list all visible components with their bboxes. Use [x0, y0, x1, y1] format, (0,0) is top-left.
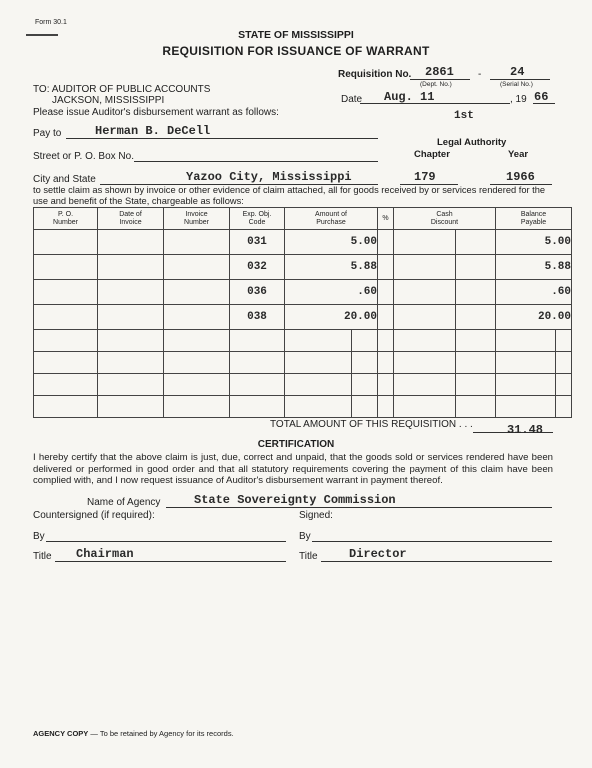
- agency-line: [166, 507, 552, 508]
- col-header-pct: %: [378, 208, 394, 230]
- table-row: [34, 305, 572, 330]
- footer-bold: AGENCY COPY: [33, 729, 89, 738]
- street-label: Street or P. O. Box No.: [33, 151, 134, 162]
- title-line-left: [55, 561, 286, 562]
- amount-cell: .60: [285, 280, 378, 305]
- col-header-po: P. O. Number: [34, 208, 98, 230]
- state-title: STATE OF MISSISSIPPI: [238, 29, 354, 41]
- exp-code-cell: 032: [230, 255, 285, 280]
- city-label: City and State: [33, 174, 96, 185]
- dept-no-caption: (Dept. No.): [420, 81, 452, 88]
- dept-no-value: 2861: [425, 65, 454, 79]
- table-row: [34, 396, 572, 418]
- chapter-value: 179: [414, 170, 436, 184]
- col-header-invoice-number: Invoice Number: [164, 208, 230, 230]
- total-value: 31.48: [507, 423, 544, 437]
- exp-code-cell: 031: [230, 230, 285, 255]
- year-value: 1966: [506, 170, 535, 184]
- title-line-right: [321, 561, 552, 562]
- requisition-label: Requisition No.: [338, 69, 412, 80]
- requisition-dash: -: [478, 69, 482, 80]
- balance-cell: .60: [496, 280, 572, 305]
- exp-code-cell: 038: [230, 305, 285, 330]
- agency-value: State Sovereignty Commission: [194, 493, 396, 507]
- amount-cell: 5.00: [285, 230, 378, 255]
- by-label-left: By: [33, 531, 45, 542]
- agency-label: Name of Agency: [87, 497, 161, 508]
- amount-cell: 20.00: [285, 305, 378, 330]
- col-header-cash-discount: Cash Discount: [394, 208, 496, 230]
- table-row: [34, 352, 572, 374]
- amount-cell: 5.88: [285, 255, 378, 280]
- serial-no-line: [490, 79, 550, 80]
- form-number: Form 30.1: [35, 19, 67, 26]
- title-label-left: Title: [33, 551, 52, 562]
- certification-text: I hereby certify that the above claim is just, due, correct and unpaid, that the goods sold or services rendered have been delivered or performed in good order and that all statutory requirements covering the payment of this claim have been complied with, and I now request issuance of Auditor's disbursement warrant in payment thereof.: [33, 452, 553, 486]
- legal-authority-label: Legal Authority: [437, 137, 507, 148]
- footer: [33, 729, 234, 738]
- balance-cell: 20.00: [496, 305, 572, 330]
- table-header-row: [34, 208, 572, 230]
- balance-cell: 5.88: [496, 255, 572, 280]
- table-row: [34, 330, 572, 352]
- to-line-2: JACKSON, MISSISSIPPI: [52, 95, 165, 106]
- by-line-left: [46, 541, 286, 542]
- extraordinary-value: 1st: [454, 110, 474, 122]
- signed-label: Signed:: [299, 510, 333, 521]
- pay-to-value: Herman B. DeCell: [95, 124, 211, 138]
- date-label: Date: [341, 94, 363, 105]
- pay-to-label: Pay to: [33, 128, 62, 139]
- pay-to-line: [66, 138, 378, 139]
- title-label-right: Title: [299, 551, 318, 562]
- countersigned-label: Countersigned (if required):: [33, 510, 155, 521]
- serial-no-value: 24: [510, 65, 525, 79]
- col-header-date-of-invoice: Date of Invoice: [98, 208, 164, 230]
- serial-no-caption: (Serial No.): [500, 81, 533, 88]
- footer-text: — To be retained by Agency for its records.: [88, 729, 234, 738]
- col-header-amount: Amount of Purchase: [285, 208, 378, 230]
- city-value: Yazoo City, Mississippi: [186, 170, 352, 184]
- table-row: [34, 374, 572, 396]
- right-title-value: Director: [349, 547, 407, 561]
- chapter-label: Chapter: [414, 149, 450, 160]
- date-year-prefix: , 19: [510, 94, 527, 105]
- total-label: TOTAL AMOUNT OF THIS REQUISITION . . .: [270, 419, 473, 430]
- document-title: REQUISITION FOR ISSUANCE OF WARRANT: [162, 44, 430, 58]
- balance-cell: 5.00: [496, 230, 572, 255]
- year-label: Year: [508, 149, 529, 160]
- by-line-right: [312, 541, 552, 542]
- dept-no-line: [410, 79, 470, 80]
- exp-code-cell: 036: [230, 280, 285, 305]
- table-row: [34, 280, 572, 305]
- table-row: [34, 230, 572, 255]
- date-value: Aug. 11: [384, 90, 435, 104]
- instruction: Please issue Auditor's disbursement warrant as follows:: [33, 107, 279, 118]
- settle-text: to settle claim as shown by invoice or other evidence of claim attached, all for goods received by or services rendered for the use and benefit of the State, chargeable as follows:: [33, 185, 546, 206]
- by-label-right: By: [299, 531, 311, 542]
- date-year-value: 66: [534, 90, 549, 104]
- col-header-balance: Balance Payable: [496, 208, 572, 230]
- left-title-value: Chairman: [76, 547, 134, 561]
- date-line: [360, 103, 510, 104]
- certification-title: CERTIFICATION: [257, 439, 335, 450]
- charge-table: [33, 207, 572, 418]
- to-line-1: TO: AUDITOR OF PUBLIC ACCOUNTS: [33, 84, 211, 95]
- table-row: [34, 255, 572, 280]
- col-header-exp-code: Exp. Obj. Code: [230, 208, 285, 230]
- street-line: [134, 161, 378, 162]
